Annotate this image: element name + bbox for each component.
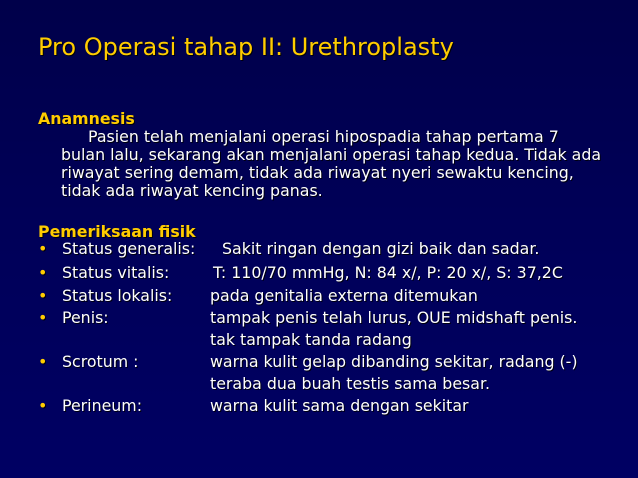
list-item bbox=[0, 239, 638, 259]
anamnesis-paragraph bbox=[61, 128, 601, 200]
item-continuation: tak tampak tanda radang bbox=[210, 330, 412, 349]
list-item bbox=[0, 308, 638, 328]
anamnesis-heading: Anamnesis bbox=[38, 109, 135, 128]
item-value: Sakit ringan dengan gizi baik dan sadar. bbox=[222, 239, 540, 258]
pemeriksaan-heading: Pemeriksaan fisik bbox=[38, 222, 196, 241]
item-label: Perineum: bbox=[62, 396, 143, 415]
item-value: warna kulit gelap dibanding sekitar, radang (-) bbox=[210, 352, 578, 371]
item-label: Scrotum : bbox=[62, 352, 139, 371]
list-item bbox=[0, 396, 638, 416]
slide-title: Pro Operasi tahap II: Urethroplasty bbox=[38, 33, 454, 61]
item-label: Status lokalis: bbox=[62, 286, 173, 305]
item-label: Status generalis: bbox=[62, 239, 196, 258]
bullet-icon: • bbox=[38, 286, 48, 305]
anamnesis-line: Pasien telah menjalani operasi hipospadia tahap pertama 7 bbox=[88, 127, 559, 146]
list-item bbox=[0, 352, 638, 372]
bullet-icon: • bbox=[38, 239, 48, 258]
item-value: pada genitalia externa ditemukan bbox=[210, 286, 478, 305]
item-continuation: teraba dua buah testis sama besar. bbox=[210, 374, 491, 393]
item-value: T: 110/70 mmHg, N: 84 x/, P: 20 x/, S: 37,2C bbox=[213, 263, 563, 282]
bullet-icon: • bbox=[38, 352, 48, 371]
bullet-icon: • bbox=[38, 396, 48, 415]
item-label: Penis: bbox=[62, 308, 109, 327]
anamnesis-line: bulan lalu, sekarang akan menjalani operasi tahap kedua. Tidak ada bbox=[61, 145, 602, 164]
bullet-icon: • bbox=[38, 263, 48, 282]
anamnesis-line: riwayat sering demam, tidak ada riwayat nyeri sewaktu kencing, bbox=[61, 163, 574, 182]
list-item bbox=[0, 286, 638, 306]
item-value: tampak penis telah lurus, OUE midshaft penis. bbox=[210, 308, 578, 327]
bullet-icon: • bbox=[38, 308, 48, 327]
anamnesis-line: tidak ada riwayat kencing panas. bbox=[61, 181, 323, 200]
list-item bbox=[0, 263, 638, 283]
item-label: Status vitalis: bbox=[62, 263, 170, 282]
item-value: warna kulit sama dengan sekitar bbox=[210, 396, 469, 415]
